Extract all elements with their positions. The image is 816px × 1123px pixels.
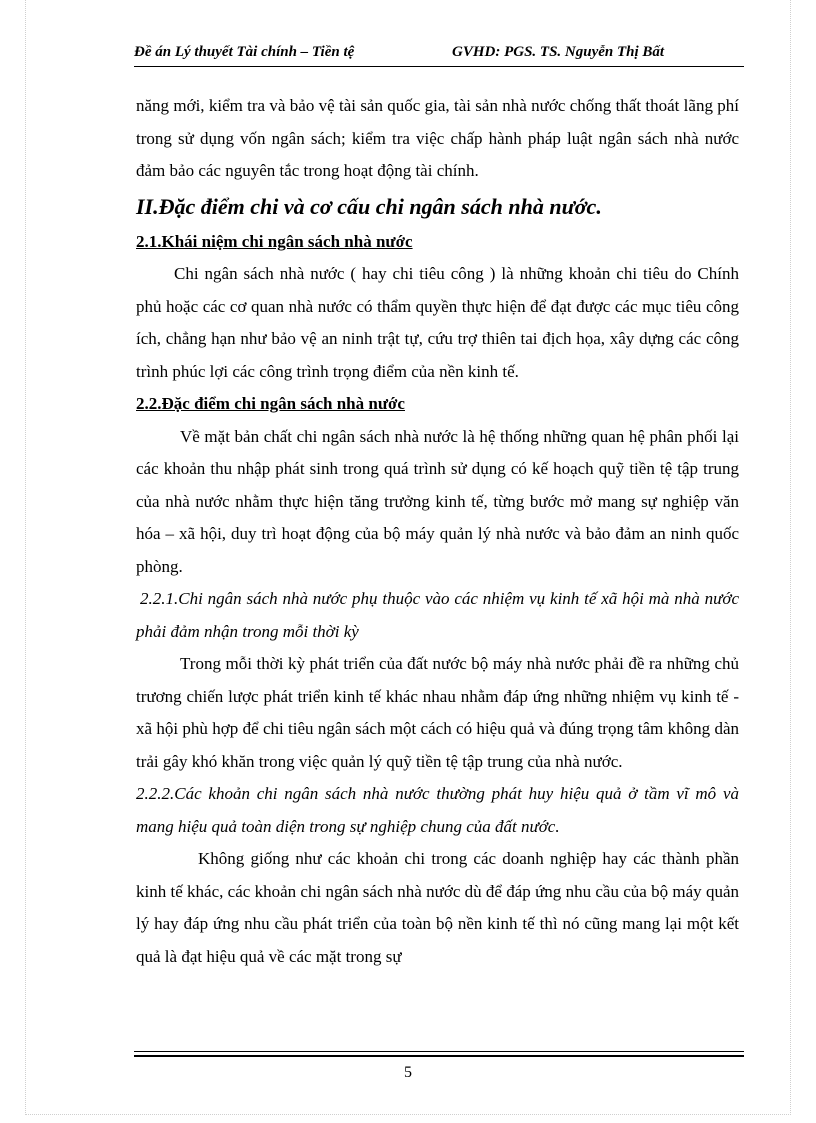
running-header (134, 44, 744, 68)
paragraph-definition: Chi ngân sách nhà nước ( hay chi tiêu công ) là những khoản chi tiêu do Chính phủ hoặc các cơ quan nhà nước có thẩm quyền thực hiện để đạt được các mục tiêu công ích, chẳng hạn như bảo vệ an ninh trật tự, cứu trợ thiên tai địch họa, xây dựng các công trình phúc lợi các công trình trọng điểm của nền kinh tế. (136, 264, 739, 381)
footer-rule-thick (134, 1055, 744, 1057)
subsection-heading-2-2: 2.2.Đặc điểm chi ngân sách nhà nước (136, 394, 405, 413)
subsection-heading-2-2-1: 2.2.1.Chi ngân sách nhà nước phụ thuộc vào các nhiệm vụ kinh tế xã hội mà nhà nước phải đảm nhận trong mỗi thời kỳ (136, 589, 739, 641)
subsection-heading-2-1: 2.1.Khái niệm chi ngân sách nhà nước (136, 231, 413, 251)
paragraph-periods: Trong mỗi thời kỳ phát triển của đất nước bộ máy nhà nước phải đề ra những chủ trương chiến lược phát triển kinh tế khác nhau nhằm đáp ứng những nhiệm vụ kinh tế - xã hội phù hợp để chi tiêu ngân sách một cách có hiệu quả và đúng trọng tâm không dàn trải gây khó khăn trong việc quản lý quỹ tiền tệ tập trung của nhà nước. (136, 654, 739, 771)
paragraph-continuation: năng mới, kiểm tra và bảo vệ tài sản quốc gia, tài sản nhà nước chống thất thoát lãng phí trong sử dụng vốn ngân sách; kiểm tra việc chấp hành pháp luật ngân sách nhà nước đảm bảo các nguyên tắc trong hoạt động tài chính. (136, 96, 739, 180)
page-number: 5 (404, 1064, 412, 1081)
section-heading: II.Đặc điểm chi và cơ cấu chi ngân sách nhà nước. (136, 193, 602, 219)
header-course-title: Đề án Lý thuyết Tài chính – Tiền tệ (134, 44, 355, 60)
header-rule (134, 66, 744, 67)
footer-rule (134, 1051, 744, 1052)
paragraph-nature: Về mặt bản chất chi ngân sách nhà nước là hệ thống những quan hệ phân phối lại các khoản thu nhập phát sinh trong quá trình sử dụng có kế hoạch quỹ tiền tệ tập trung của nhà nước nhằm thực hiện tăng trưởng kinh tế, từng bước mở mang sự nghiệp văn hóa – xã hội, duy trì hoạt động của bộ máy quản lý nhà nước và bảo đảm an ninh quốc phòng. (136, 426, 739, 576)
document-body (136, 90, 739, 973)
header-supervisor: GVHD: PGS. TS. Nguyễn Thị Bất (452, 44, 665, 60)
subsection-heading-2-2-2: 2.2.2.Các khoản chi ngân sách nhà nước thường phát huy hiệu quả ở tầm vĩ mô và mang hiệu quả toàn diện trong sự nghiệp chung của đất nước. (136, 784, 739, 836)
paragraph-comparison: Không giống như các khoản chi trong các doanh nghiệp hay các thành phần kinh tế khác, các khoản chi ngân sách nhà nước dù để đáp ứng nhu cầu của bộ máy quản lý hay đáp ứng nhu cầu phát triển của toàn bộ nền kinh tế thì nó cũng mang lại một kết quả là đạt hiệu quả về các mặt trong sự (136, 849, 739, 966)
